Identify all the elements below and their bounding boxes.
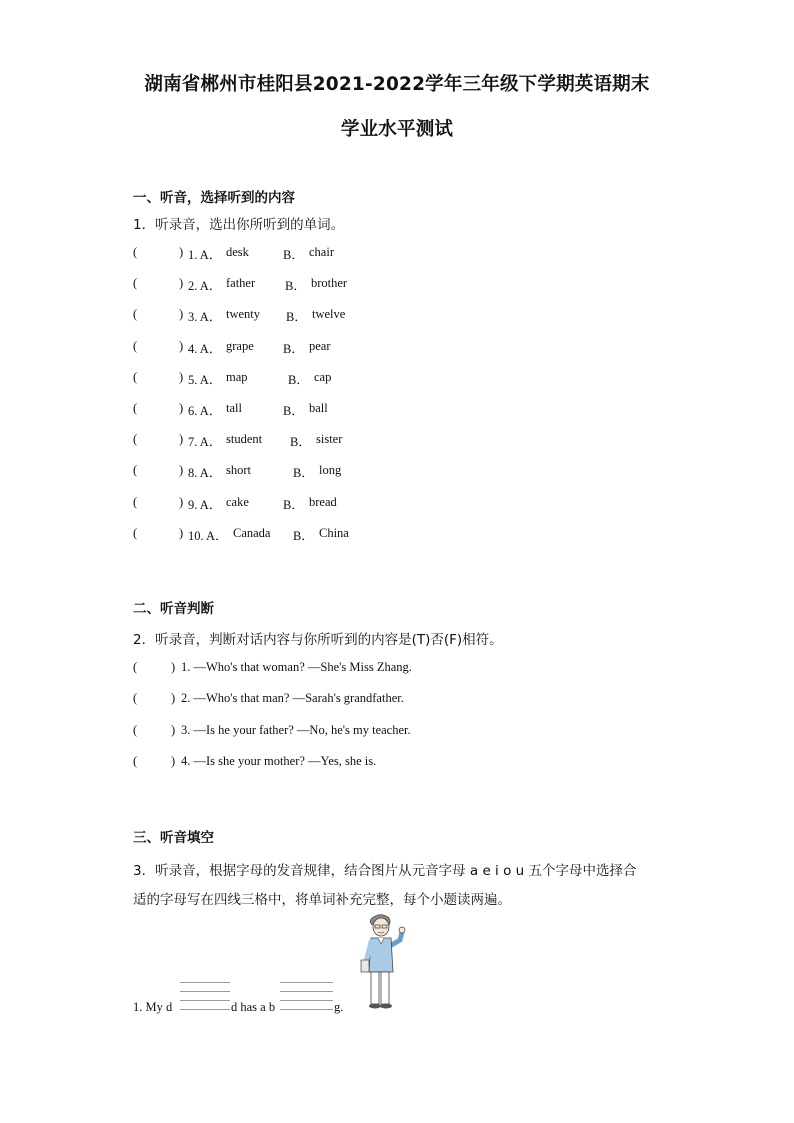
- paren-close: ): [171, 753, 176, 768]
- dialogue-text: 2. —Who's that man? —Sarah's grandfather.: [181, 691, 404, 706]
- paren-close: ): [179, 276, 184, 291]
- paren-close: ): [179, 369, 184, 384]
- teacher-illustration: [354, 912, 410, 1012]
- paren-close: ): [179, 338, 184, 353]
- item-number: 6. A．: [188, 404, 222, 418]
- item-number: 3. A．: [188, 310, 222, 325]
- page-title-line2: 学业水平测试: [340, 119, 454, 140]
- option-a[interactable]: grape: [226, 338, 254, 353]
- section2-question: 2．听录音，判断对话内容与你所听到的内容是(T)否(F)相符。: [133, 632, 503, 648]
- paren-open[interactable]: (: [133, 753, 138, 768]
- paren-open[interactable]: (: [133, 338, 138, 353]
- section2-heading: 二、听音判断: [133, 601, 214, 617]
- option-b-label: B．: [283, 497, 304, 512]
- blank-grid-2[interactable]: [280, 982, 333, 1009]
- option-b-label: B．: [290, 435, 311, 450]
- paren-open[interactable]: (: [133, 463, 138, 478]
- section3-heading: 三、听音填空: [133, 830, 214, 846]
- option-b[interactable]: long: [319, 463, 342, 478]
- item-number: 5. A．: [188, 372, 222, 387]
- page-title: 湖南省郴州市桂阳县2021-2022学年三年级下学期英语期末: [144, 74, 650, 95]
- option-a[interactable]: map: [226, 369, 248, 384]
- option-b[interactable]: sister: [316, 432, 343, 447]
- dialogue-text: 3. —Is he your father? —No, he's my teacher.: [181, 722, 411, 737]
- paren-open[interactable]: (: [133, 307, 138, 322]
- option-b[interactable]: China: [319, 525, 349, 540]
- option-b-label: B．: [283, 248, 304, 262]
- option-b-label: B．: [293, 528, 314, 543]
- paren-close: ): [171, 722, 176, 737]
- paren-open[interactable]: (: [133, 691, 138, 706]
- section3-question-line1: 3．听录音，根据字母的发音规律，结合图片从元音字母 a e i o u 五个字母中选择合: [133, 863, 637, 879]
- option-a[interactable]: Canada: [233, 525, 271, 540]
- fill-part-3: g.: [334, 1000, 344, 1014]
- paren-open[interactable]: (: [133, 660, 138, 674]
- paren-open[interactable]: (: [133, 245, 138, 259]
- item-number: 2. A．: [188, 279, 222, 294]
- option-b[interactable]: brother: [311, 276, 348, 291]
- option-a[interactable]: student: [226, 432, 263, 447]
- option-a[interactable]: desk: [226, 245, 249, 259]
- option-b-label: B．: [293, 466, 314, 481]
- option-b-label: B．: [283, 404, 304, 418]
- blank-grid-1[interactable]: [180, 982, 230, 1009]
- option-a[interactable]: tall: [226, 401, 242, 415]
- option-b[interactable]: ball: [309, 401, 328, 415]
- dialogue-text: 1. —Who's that woman? —She's Miss Zhang.: [181, 660, 412, 674]
- item-number: 9. A．: [188, 497, 222, 512]
- item-number: 10. A．: [188, 528, 228, 543]
- paren-close: ): [179, 245, 184, 259]
- fill-part-2: d has a b: [231, 1000, 276, 1014]
- option-b[interactable]: bread: [309, 494, 337, 509]
- paren-open[interactable]: (: [133, 369, 138, 384]
- paren-open[interactable]: (: [133, 401, 138, 415]
- option-b[interactable]: chair: [309, 245, 334, 259]
- item-number: 8. A．: [188, 466, 222, 481]
- item-number: 7. A．: [188, 435, 222, 450]
- paren-open[interactable]: (: [133, 276, 138, 291]
- option-b-label: B．: [286, 310, 307, 325]
- option-b[interactable]: pear: [309, 338, 331, 353]
- paren-close: ): [179, 463, 184, 478]
- dialogue-text: 4. —Is she your mother? —Yes, she is.: [181, 753, 377, 768]
- option-a[interactable]: cake: [226, 494, 249, 509]
- option-a[interactable]: twenty: [226, 307, 261, 322]
- paren-open[interactable]: (: [133, 525, 138, 540]
- paren-close: ): [179, 494, 184, 509]
- paren-close: ): [179, 525, 184, 540]
- option-b[interactable]: cap: [314, 369, 332, 384]
- paren-close: ): [179, 432, 184, 447]
- paren-close: ): [179, 401, 184, 415]
- section1-heading: 一、听音，选择听到的内容: [133, 190, 295, 206]
- option-a[interactable]: father: [226, 276, 256, 291]
- paren-open[interactable]: (: [133, 722, 138, 737]
- option-a[interactable]: short: [226, 463, 251, 478]
- section1-question: 1．听录音，选出你所听到的单词。: [133, 217, 345, 233]
- paren-close: ): [179, 307, 184, 322]
- item-number: 4. A．: [188, 341, 222, 356]
- item-number: 1. A．: [188, 248, 222, 262]
- option-b-label: B．: [283, 341, 304, 356]
- option-b[interactable]: twelve: [312, 307, 346, 322]
- paren-open[interactable]: (: [133, 432, 138, 447]
- paren-close: ): [171, 691, 176, 706]
- fill-part-1: 1. My d: [133, 1000, 173, 1014]
- paren-close: ): [171, 660, 176, 674]
- section3-question-line2: 适的字母写在四线三格中，将单词补充完整，每个小题读两遍。: [133, 892, 511, 908]
- option-b-label: B．: [288, 372, 309, 387]
- paren-open[interactable]: (: [133, 494, 138, 509]
- option-b-label: B．: [285, 279, 306, 294]
